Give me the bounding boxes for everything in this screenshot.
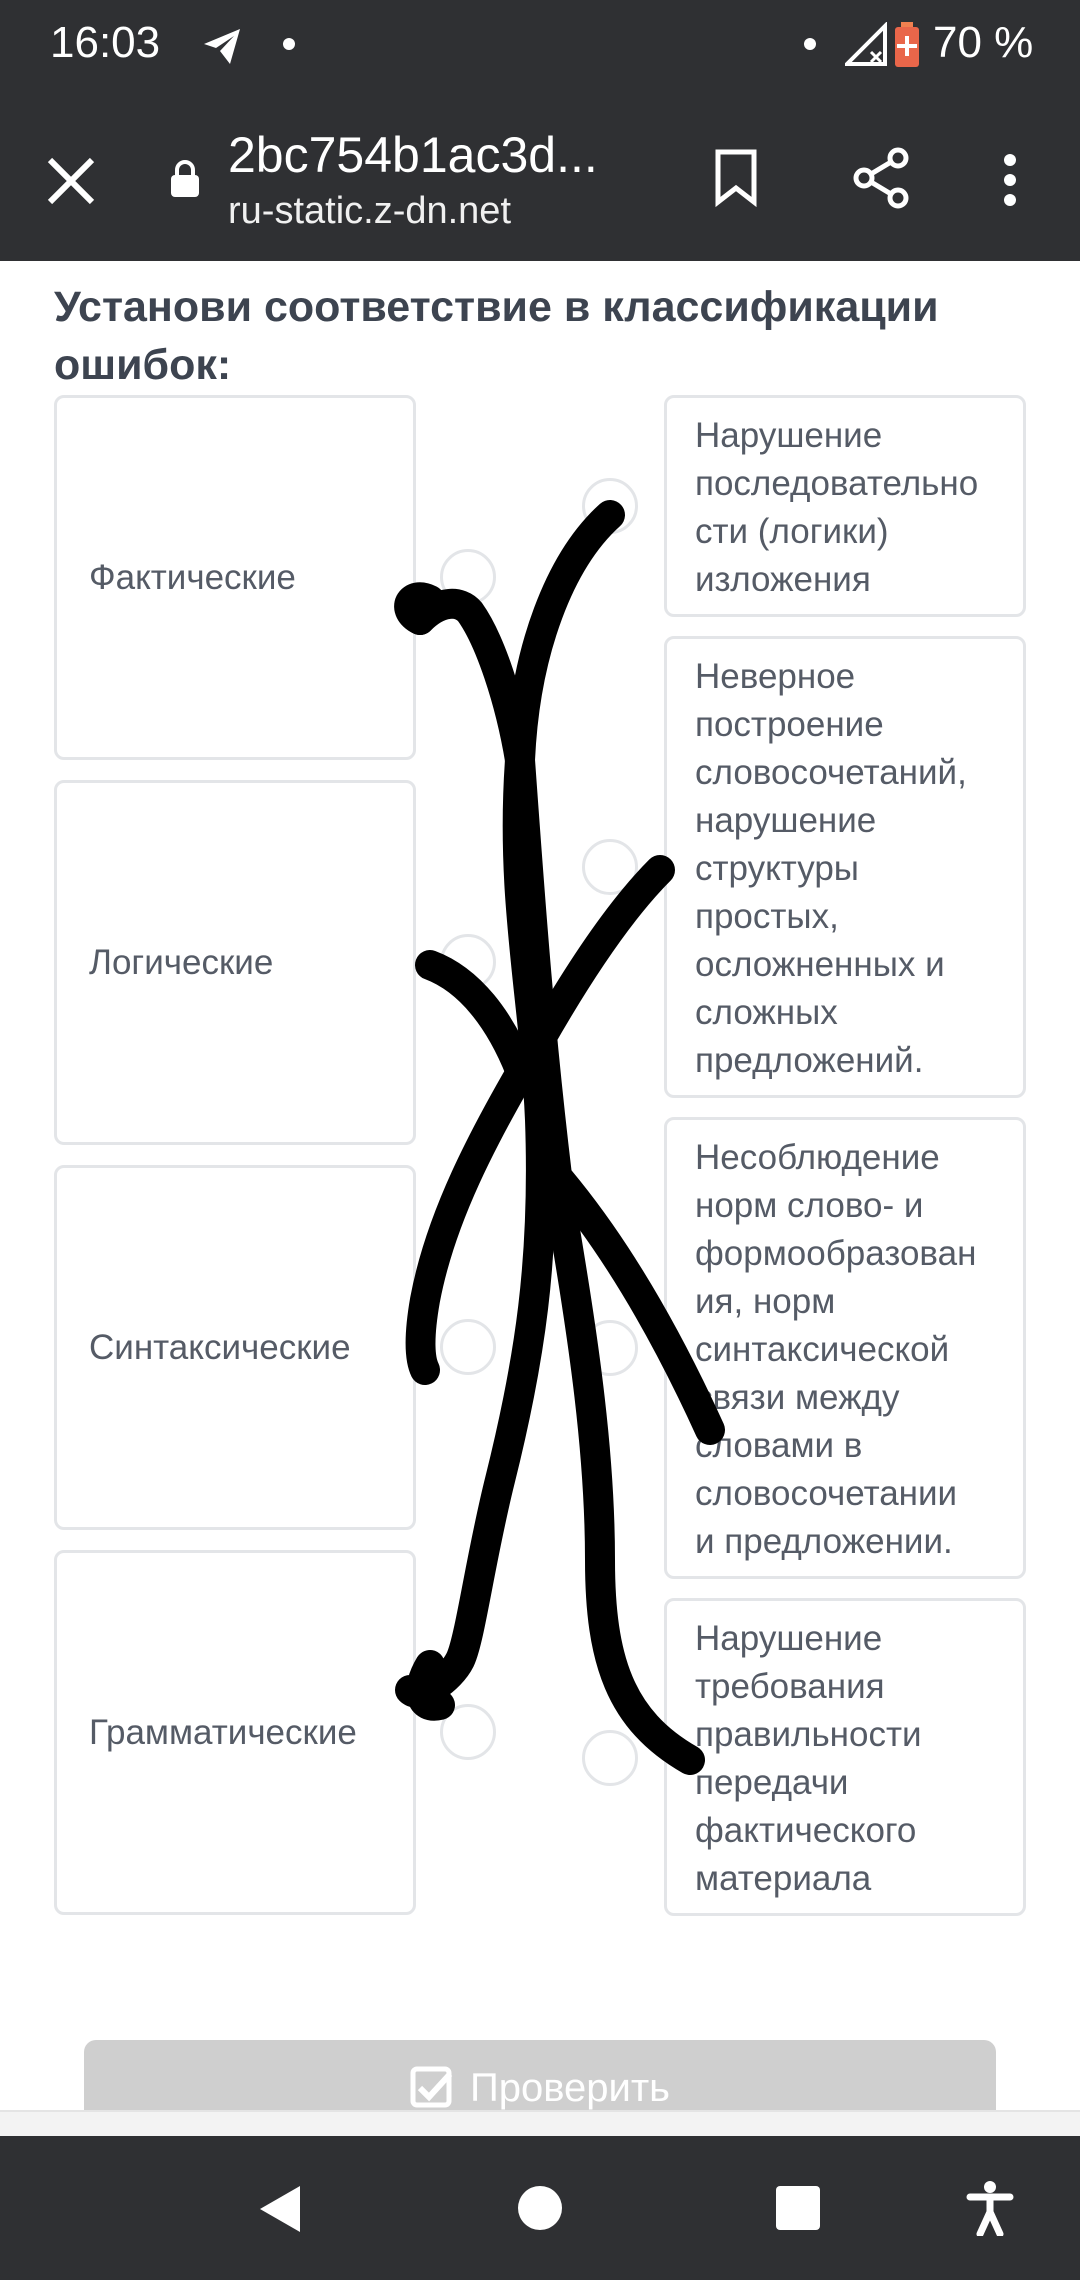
left-radio-3[interactable]: [440, 1319, 496, 1375]
accessibility-icon[interactable]: [966, 2180, 1014, 2241]
bookmark-icon[interactable]: [712, 148, 760, 213]
left-radio-4[interactable]: [440, 1704, 496, 1760]
page-host[interactable]: ru-static.z-dn.net: [228, 190, 511, 232]
right-item-line: ия, норм: [695, 1282, 836, 1321]
right-item-line: Нарушение: [695, 1619, 883, 1658]
right-item-line: фактического: [695, 1811, 917, 1850]
right-item-line: сложных: [695, 993, 838, 1032]
back-icon[interactable]: [256, 2182, 304, 2241]
more-vert-icon[interactable]: [998, 152, 1022, 213]
telegram-icon: [200, 24, 244, 73]
lock-icon: [168, 158, 202, 203]
left-item-label: Фактические: [89, 557, 296, 597]
status-bar: [0, 0, 1080, 96]
right-item-line: словами в: [695, 1426, 863, 1465]
signal-icon: [845, 22, 889, 73]
right-item-line: построение: [695, 705, 884, 744]
right-item-line: простых,: [695, 897, 839, 936]
right-item-2[interactable]: [664, 636, 1026, 1098]
right-radio-2[interactable]: [582, 839, 638, 895]
status-dot: [804, 38, 816, 50]
right-item-line: предложений.: [695, 1041, 924, 1080]
left-item-label: Логические: [89, 942, 274, 982]
left-item-logical[interactable]: [54, 780, 416, 1145]
recents-icon[interactable]: [776, 2186, 820, 2230]
close-icon[interactable]: [44, 154, 98, 213]
right-item-line: осложненных и: [695, 945, 945, 984]
right-item-line: изложения: [695, 560, 871, 599]
right-item-line: словосочетаний,: [695, 753, 967, 792]
check-button-label: Проверить: [469, 2066, 671, 2110]
browser-toolbar: [0, 96, 1080, 261]
page-bottom-edge: [0, 2110, 1080, 2138]
battery-icon: [892, 20, 922, 75]
status-time: 16:03: [50, 18, 161, 67]
right-item-1[interactable]: [664, 395, 1026, 617]
right-item-line: и предложении.: [695, 1522, 953, 1561]
left-item-label: Грамматические: [89, 1712, 357, 1752]
right-radio-4[interactable]: [582, 1730, 638, 1786]
right-item-line: правильности: [695, 1715, 922, 1754]
right-item-4[interactable]: [664, 1598, 1026, 1916]
right-item-line: материала: [695, 1859, 872, 1898]
right-item-line: передачи: [695, 1763, 849, 1802]
right-item-3[interactable]: [664, 1117, 1026, 1579]
page-title[interactable]: 2bc754b1ac3d...: [228, 127, 598, 183]
left-item-label: Синтаксические: [89, 1327, 351, 1367]
home-icon[interactable]: [518, 2186, 562, 2230]
system-nav-bar: [0, 2136, 1080, 2280]
share-icon[interactable]: [852, 146, 912, 215]
notification-dot: [283, 38, 295, 50]
right-item-line: синтаксической: [695, 1330, 950, 1369]
left-radio-1[interactable]: [440, 549, 496, 605]
right-item-line: формообразован: [695, 1234, 977, 1273]
right-radio-3[interactable]: [582, 1320, 638, 1376]
right-item-line: Несоблюдение: [695, 1138, 940, 1177]
left-item-grammatical[interactable]: [54, 1550, 416, 1915]
left-item-syntactic[interactable]: [54, 1165, 416, 1530]
question-text: Установи соответствие в классификации ошибок:: [54, 283, 939, 389]
right-item-line: структуры: [695, 849, 859, 888]
right-item-line: Неверное: [695, 657, 856, 696]
right-item-line: нарушение: [695, 801, 877, 840]
left-radio-2[interactable]: [440, 934, 496, 990]
battery-percent: 70 %: [933, 18, 1034, 67]
right-item-line: словосочетании: [695, 1474, 958, 1513]
right-item-line: Нарушение: [695, 416, 883, 455]
right-radio-1[interactable]: [582, 478, 638, 534]
right-item-line: требования: [695, 1667, 885, 1706]
right-item-line: последовательно: [695, 464, 979, 503]
right-item-line: связи между: [695, 1378, 900, 1417]
right-item-line: норм слово- и: [695, 1186, 924, 1225]
left-item-factual[interactable]: [54, 395, 416, 760]
right-item-line: сти (логики): [695, 512, 889, 551]
